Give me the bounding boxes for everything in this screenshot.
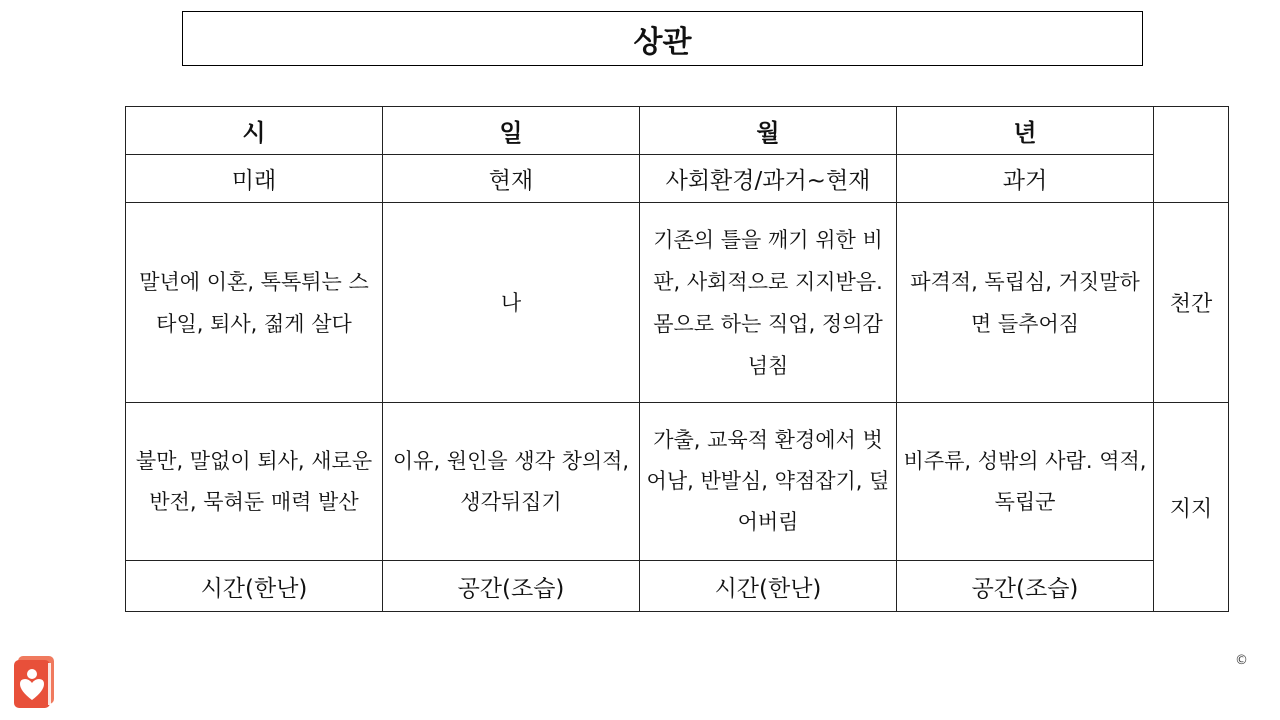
- branch-text-month: 가출, 교육적 환경에서 벗어남, 반발심, 약점잡기, 덮어버림: [646, 428, 890, 534]
- stem-cell-day: [383, 203, 640, 403]
- stem-cell-year: [897, 203, 1154, 403]
- header-cell-day: 일: [383, 107, 640, 155]
- stem-text-hour: 말년에 이혼, 톡톡튀는 스타일, 퇴사, 젊게 살다: [139, 269, 369, 336]
- branch-cell-day: [383, 403, 640, 561]
- branch-text-hour: 불만, 말없이 퇴사, 새로운 반전, 묵혀둔 매력 발산: [135, 448, 373, 514]
- header-cell-year: 년: [897, 107, 1154, 155]
- stem-text-month: 기존의 틀을 깨기 위한 비판, 사회적으로 지지받음. 몸으로 하는 직업, 정의감 넘침: [653, 227, 883, 378]
- corner-blank-cell: [1154, 107, 1229, 203]
- branch-text-day: 이유, 원인을 생각 창의적, 생각뒤집기: [392, 448, 630, 514]
- time-label-future: 미래: [126, 155, 383, 203]
- header-cell-hour: 시: [126, 107, 383, 155]
- copyright-mark: ©: [1235, 653, 1248, 668]
- branch-cell-year: [897, 403, 1154, 561]
- footer-cell-hour: 시간(한난): [126, 561, 383, 612]
- table-header-row: [126, 107, 1229, 155]
- side-label-jiji: 지지: [1154, 403, 1229, 612]
- footer-cell-month: 시간(한난): [640, 561, 897, 612]
- side-label-cheongan: 천간: [1154, 203, 1229, 403]
- stem-cell-hour: [126, 203, 383, 403]
- branch-text-year: 비주류, 성밖의 사람. 역적, 독립군: [903, 448, 1147, 514]
- heart-book-icon: [12, 654, 58, 710]
- header-cell-month: 월: [640, 107, 897, 155]
- footer-cell-day: 공간(조습): [383, 561, 640, 612]
- page-title: 상관: [182, 11, 1143, 66]
- time-label-present: 현재: [383, 155, 640, 203]
- footer-cell-year: 공간(조습): [897, 561, 1154, 612]
- time-label-social: 사회환경/과거~현재: [640, 155, 897, 203]
- stem-cell-month: [640, 203, 897, 403]
- table-row-jiji: [126, 403, 1229, 561]
- stem-text-day: 나: [500, 290, 522, 315]
- stem-text-year: 파격적, 독립심, 거짓말하면 들추어짐: [910, 269, 1140, 336]
- table-footer-row: [126, 561, 1229, 612]
- branch-cell-hour: [126, 403, 383, 561]
- table-row-cheongan: [126, 203, 1229, 403]
- time-label-row: [126, 155, 1229, 203]
- branch-cell-month: [640, 403, 897, 561]
- saju-table: [125, 106, 1229, 612]
- time-label-past: 과거: [897, 155, 1154, 203]
